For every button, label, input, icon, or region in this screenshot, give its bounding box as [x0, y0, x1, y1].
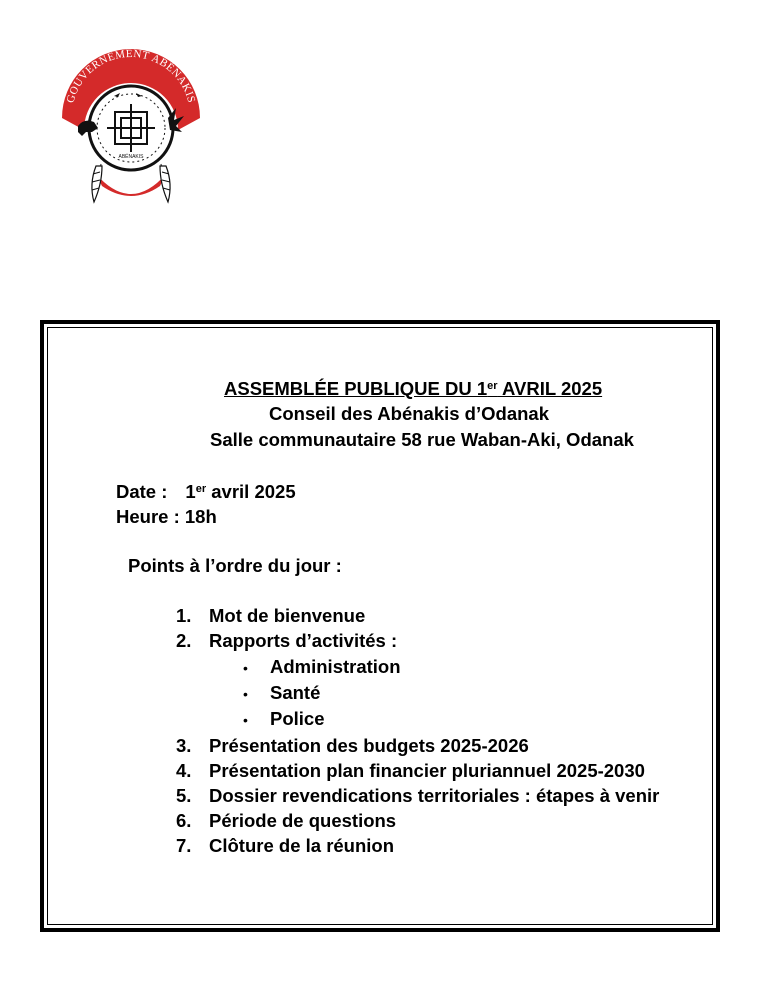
subitem-sante: Santé — [270, 682, 321, 703]
agenda-item-budgets: Présentation des budgets 2025-2026 — [209, 735, 529, 756]
agenda-item-number: 7. — [176, 835, 192, 856]
agenda-item-number: 1. — [176, 605, 192, 626]
bullet-icon: • — [243, 712, 248, 728]
page-title: ASSEMBLÉE PUBLIQUE DU 1er AVRIL 2025 — [224, 378, 603, 399]
agenda-item-number: 2. — [176, 630, 192, 651]
council-name: Conseil des Abénakis d’Odanak — [269, 403, 549, 424]
bullet-icon: • — [243, 660, 248, 676]
meeting-date: Date : 1er avril 2025 — [116, 481, 296, 502]
agenda-item-welcome: Mot de bienvenue — [209, 605, 366, 626]
agenda-item-number: 5. — [176, 785, 192, 806]
subitem-police: Police — [270, 708, 325, 729]
agenda-item-questions: Période de questions — [209, 810, 397, 831]
agenda-heading: Points à l’ordre du jour : — [128, 555, 342, 576]
agenda-item-financial-plan: Présentation plan financier pluriannuel 2025-2030 — [209, 760, 645, 781]
agenda-item-land-claims: Dossier revendications territoriales : étapes à venir — [209, 785, 660, 806]
agenda-item-closing: Clôture de la réunion — [209, 835, 395, 856]
seal-top-text: GOUVERNEMENT ABÉNAKIS — [64, 47, 198, 105]
feather-right-icon — [160, 164, 170, 202]
agenda-item-number: 4. — [176, 760, 192, 781]
meeting-time: Heure : 18h — [116, 506, 217, 527]
agenda-item-number: 3. — [176, 735, 192, 756]
bird-icon — [114, 93, 142, 97]
government-seal-logo — [56, 46, 206, 208]
seal-center-text: ABÉNAKIS — [118, 154, 144, 160]
feather-left-icon — [92, 164, 102, 202]
seal-graphic — [56, 46, 206, 208]
agenda-item-reports: Rapports d’activités : — [209, 630, 398, 651]
agenda-item-number: 6. — [176, 810, 192, 831]
bullet-icon: • — [243, 686, 248, 702]
seal-bottom-text: D'ODANAK — [104, 173, 158, 190]
subitem-administration: Administration — [270, 656, 401, 677]
venue-address: Salle communautaire 58 rue Waban-Aki, Odanak — [210, 429, 634, 450]
